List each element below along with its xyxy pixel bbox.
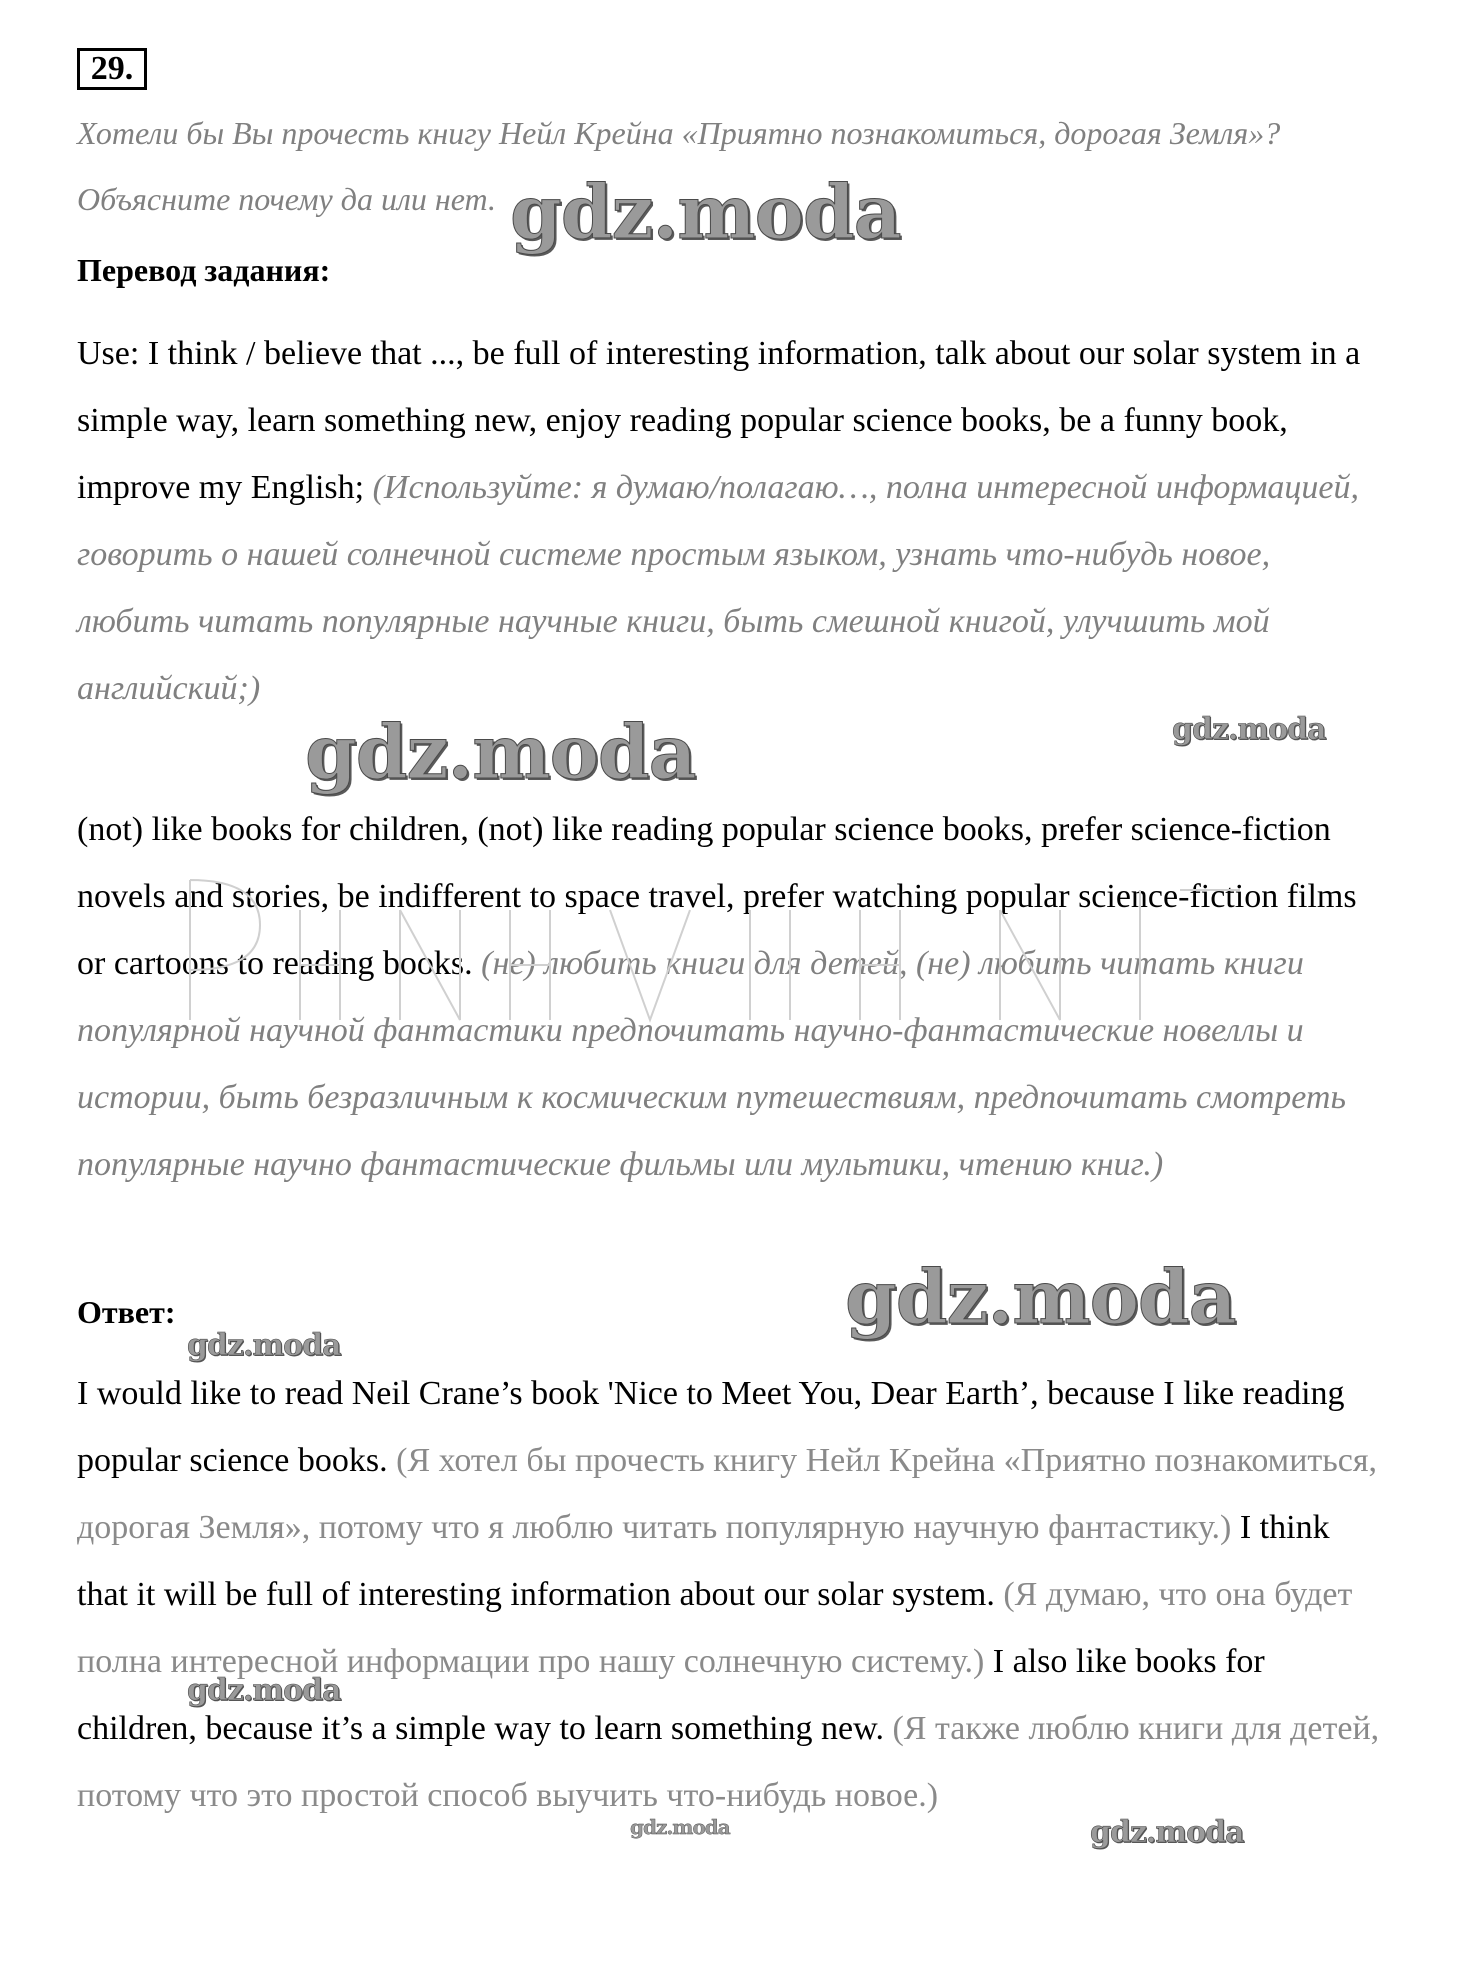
watermark-logo: gdz.moda [187,1328,341,1363]
answer-sentence-2-en: I think that it will be full of interesting information about our solar system. [77,1509,1330,1613]
answer-text [77,1360,1382,1829]
answer-sentence-1-ru: (Я хотел бы прочесть книгу Нейл Крейна «Приятно познакомиться, дорогая Земля», потому что я люблю читать популярную научную фантастику.) [77,1442,1377,1546]
watermark-logo: gdz.moda [845,1255,1236,1341]
answer-sentence-3-ru: (Я также люблю книги для детей, потому что это простой способ выучить что-нибудь новое.) [77,1710,1380,1814]
watermark-logo: gdz.moda [510,170,901,256]
answer-sentence-3-en: I also like books for children, because it’s a simple way to learn something new. [77,1643,1265,1747]
watermark-logo: gdz.moda [1090,1815,1244,1850]
watermark-logo: gdz.moda [1172,712,1326,747]
answer-heading: Ответ: [77,1294,176,1330]
translation-part1 [77,320,1382,722]
ghost-overlay-icon [180,870,1280,1040]
translation-part2-en: (not) like books for children, (not) like reading popular science books, prefer science-fiction novels and stories, be indifferent to space travel, prefer watching popular science-fiction films or cartoons to reading books. [77,811,1357,982]
watermark-logo: gdz.moda [630,1815,730,1839]
translation-heading: Перевод задания: [77,252,331,288]
answer-sentence-1-en: I would like to read Neil Crane’s book 'Nice to Meet You, Dear Earth’, because I like reading popular science books. [77,1375,1345,1479]
translation-part1-ru: (Используйте: я думаю/полагаю…, полна интересной информацией, говорить о нашей солнечной системе простым языком, узнать что-нибудь новое, любить читать популярные научные книги, быть смешной книгой, улучшить мой английский;) [77,469,1359,707]
translation-part1-en: Use: I think / believe that ..., be full of interesting information, talk about our solar system in a simple way, learn something new, enjoy reading popular science books, be a funny book, improve my English; [77,335,1361,506]
answer-sentence-2-ru: (Я думаю, что она будет полна интересной информации про нашу солнечную систему.) [77,1576,1353,1680]
translation-part2-ru: (не) любить книги для детей, (не) любить читать книги популярной научной фантастики предпочитать научно-фантастические новеллы и истории, быть безразличным к космическим путешествиям, предпочитать смотреть популярные научно фантастические фильмы или мультики, чтению книг.) [77,945,1346,1183]
task-question: Хотели бы Вы прочесть книгу Нейл Крейна «Приятно познакомиться, дорогая Земля»? Объясните почему да или нет. [77,115,1281,217]
task-number-box: 29. [77,48,147,90]
watermark-logo: gdz.moda [187,1673,341,1708]
watermark-logo: gdz.moda [305,710,696,796]
